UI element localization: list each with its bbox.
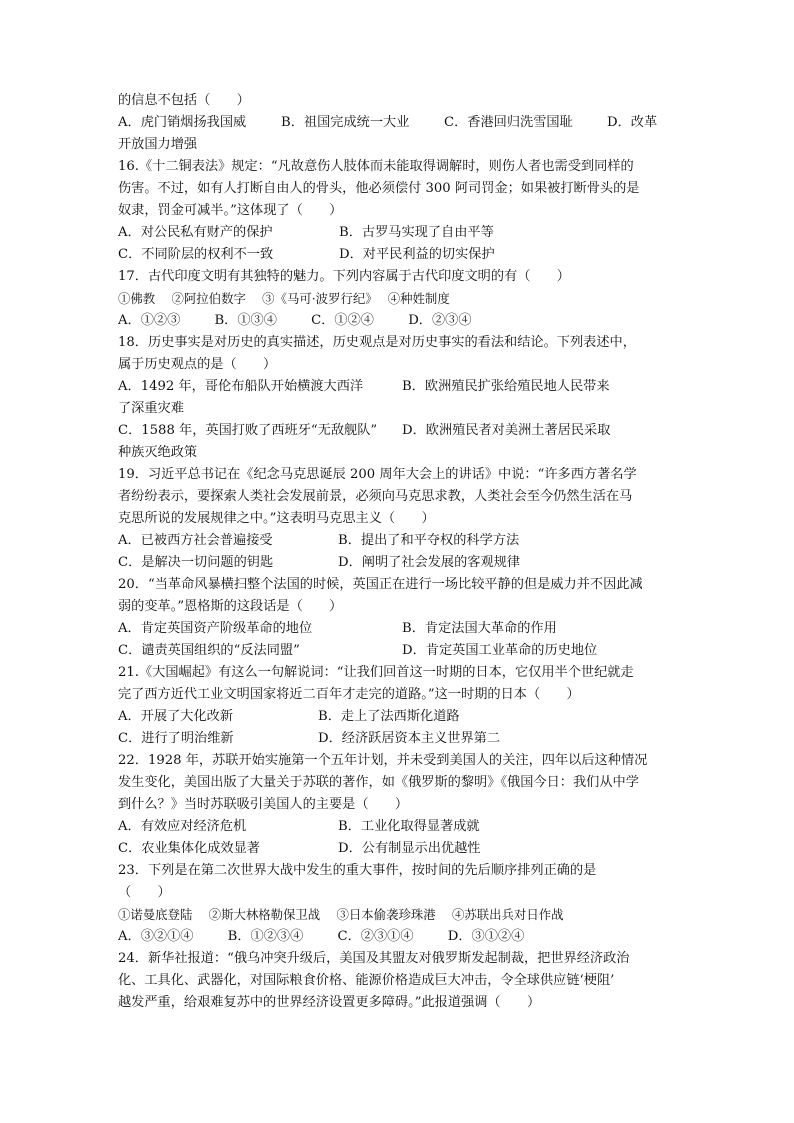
q15-option-d: D．改革 <box>607 115 658 130</box>
q18-option-d: D．欧洲殖民者对美洲土著居民采取 <box>402 423 611 438</box>
q16-option-c: C．不同阶层的权利不一致 <box>118 247 274 262</box>
q20-options-ab <box>118 618 678 640</box>
q23-option-d: D．③①②④ <box>447 929 525 944</box>
q17-options <box>118 310 678 332</box>
q20-option-b: B．肯定法国大革命的作用 <box>402 621 557 636</box>
q19-option-b: B．提出了和平夺权的科学方法 <box>338 533 520 548</box>
q22-stem-2: 发生变化，美国出版了大量关于苏联的著作，如《俄罗斯的黎明》《俄国今日：我们从中学 <box>118 775 639 790</box>
q18-options-cd <box>118 420 678 442</box>
q17-option-a: A．①②③ <box>118 313 181 328</box>
q19-stem-1: 19．习近平总书记在《纪念马克思诞辰 200 周年大会上的讲话》中说：“许多西方著名学 <box>118 467 637 482</box>
q22-option-c: C．农业集体化成效显著 <box>118 841 260 856</box>
q17-items: ①佛教 ②阿拉伯数字 ③《马可·波罗行纪》 ④种姓制度 <box>118 291 450 306</box>
q16-stem-2: 伤害。不过，如有人打断自由人的骨头，他必须偿付 300 阿司罚金；如果被打断骨头的是 <box>118 181 640 196</box>
q17-option-d: D．②③④ <box>408 313 472 328</box>
q15-options <box>118 112 678 134</box>
q16-stem-1: 16.《十二铜表法》规定：“凡故意伤人肢体而未能取得调解时，则伤人者也需受到同样的 <box>118 159 634 174</box>
q21-option-b: B．走上了法西斯化道路 <box>318 709 460 724</box>
q22-options-ab <box>118 816 678 838</box>
q23-items: ①诺曼底登陆 ②斯大林格勒保卫战 ③日本偷袭珍珠港 ④苏联出兵对日作战 <box>118 907 564 922</box>
q21-option-c: C．进行了明治维新 <box>118 731 234 746</box>
q23-option-a: A．③②①④ <box>118 929 194 944</box>
q21-options-cd <box>118 728 678 750</box>
q17-stem: 17．古代印度文明有其独特的魅力。下列内容属于古代印度文明的有（ ） <box>118 269 570 284</box>
q22-option-a: A．有效应对经济危机 <box>118 819 247 834</box>
q19-option-c: C．是解决一切问题的钥匙 <box>118 555 274 570</box>
q16-option-b: B．古罗马实现了自由平等 <box>339 225 494 240</box>
q24-stem-2: 化、工具化、武器化，对国际粮食价格、能源价格造成巨大冲击，令全球供应链‘梗阻’ <box>118 973 615 988</box>
q22-options-cd <box>118 838 678 860</box>
q19-stem-2: 者纷纷表示，要探索人类社会发展前景，必须向马克思求教，人类社会至今仍然生活在马 <box>118 489 633 504</box>
q21-option-d: D．经济跃居资本主义世界第二 <box>318 731 501 746</box>
q24-stem-3: 越发严重，给艰难复苏中的世界经济设置更多障碍。”此报道强调（ ） <box>118 995 541 1010</box>
q18-options-ab <box>118 376 678 398</box>
q20-stem-2: 弱的变革。”恩格斯的这段话是（ ） <box>118 599 343 614</box>
q21-stem-2: 完了西方近代工业文明国家将近二百年才走完的道路。”这一时期的日本（ ） <box>118 687 580 702</box>
q18-option-a: A．1492 年，哥伦布船队开始横渡大西洋 <box>118 379 364 394</box>
q21-options-ab <box>118 706 678 728</box>
q23-option-c: C．②③①④ <box>337 929 414 944</box>
q22-option-b: B．工业化取得显著成就 <box>338 819 480 834</box>
q16-stem-3: 奴隶，罚金可减半。”这体现了（ ） <box>118 203 343 218</box>
q17-option-b: B．①③④ <box>214 313 277 328</box>
q23-stem-2: （ ） <box>118 885 171 900</box>
q19-options-ab <box>118 530 678 552</box>
q23-option-b: B．①②③④ <box>227 929 304 944</box>
q22-stem-1: 22．1928 年，苏联开始实施第一个五年计划，并未受到美国人的关注，四年以后这种情况 <box>118 753 648 768</box>
q21-option-a: A．开展了大化改新 <box>118 709 234 724</box>
q21-stem-1: 21.《大国崛起》有这么一句解说词：“让我们回首这一时期的日本，它仅用半个世纪就走 <box>118 665 634 680</box>
q18-option-b-cont: 了深重灾难 <box>118 401 184 416</box>
q15-option-b: B．祖国完成统一大业 <box>281 115 410 130</box>
q23-stem-1: 23．下列是在第二次世界大战中发生的重大事件，按时间的先后顺序排列正确的是 <box>118 863 597 878</box>
q19-option-d: D．阐明了社会发展的客观规律 <box>338 555 521 570</box>
q18-stem-1: 18．历史事实是对历史的真实描述，历史观点是对历史事实的看法和结论。下列表述中， <box>118 335 636 350</box>
q15-option-a: A．虎门销烟扬我国威 <box>118 115 247 130</box>
q20-option-a: A．肯定英国资产阶级革命的地位 <box>118 621 313 636</box>
q16-options-cd <box>118 244 678 266</box>
q22-option-d: D．公有制显示出优越性 <box>338 841 481 856</box>
q20-stem-1: 20．“当革命风暴横扫整个法国的时候，英国正在进行一场比较平静的但是威力并不因此减 <box>118 577 643 592</box>
q23-options <box>118 926 678 948</box>
q20-option-c: C．谴责英国组织的“反法同盟” <box>118 643 300 658</box>
q18-option-b: B．欧洲殖民扩张给殖民地人民带来 <box>402 379 610 394</box>
q20-option-d: D．肯定英国工业革命的历史地位 <box>402 643 598 658</box>
q15-stem-tail: 的信息不包括（ ） <box>118 93 250 108</box>
q16-options-ab <box>118 222 678 244</box>
q16-option-d: D．对平民利益的切实保护 <box>339 247 495 262</box>
q18-stem-2: 属于历史观点的是（ ） <box>118 357 277 372</box>
q19-options-cd <box>118 552 678 574</box>
q20-options-cd <box>118 640 678 662</box>
q19-stem-3: 克思所说的发展规律之中。”这表明马克思主义（ ） <box>118 511 435 526</box>
q22-stem-3: 到什么？》当时苏联吸引美国人的主要是（ ） <box>118 797 409 812</box>
q18-option-d-cont: 种族灭绝政策 <box>118 445 198 460</box>
q15-option-c: C．香港回归洗雪国耻 <box>444 115 573 130</box>
q15-option-d-cont: 开放国力增强 <box>118 137 198 152</box>
q16-option-a: A．对公民私有财产的保护 <box>118 225 273 240</box>
exam-page <box>118 90 678 1014</box>
q17-option-c: C．①②④ <box>311 313 374 328</box>
q24-stem-1: 24．新华社报道：“俄乌冲突升级后，美国及其盟友对俄罗斯发起制裁，把世界经济政治 <box>118 951 630 966</box>
q18-option-c: C．1588 年，英国打败了西班牙“无敌舰队” <box>118 423 378 438</box>
q19-option-a: A．已被西方社会普遍接受 <box>118 533 273 548</box>
